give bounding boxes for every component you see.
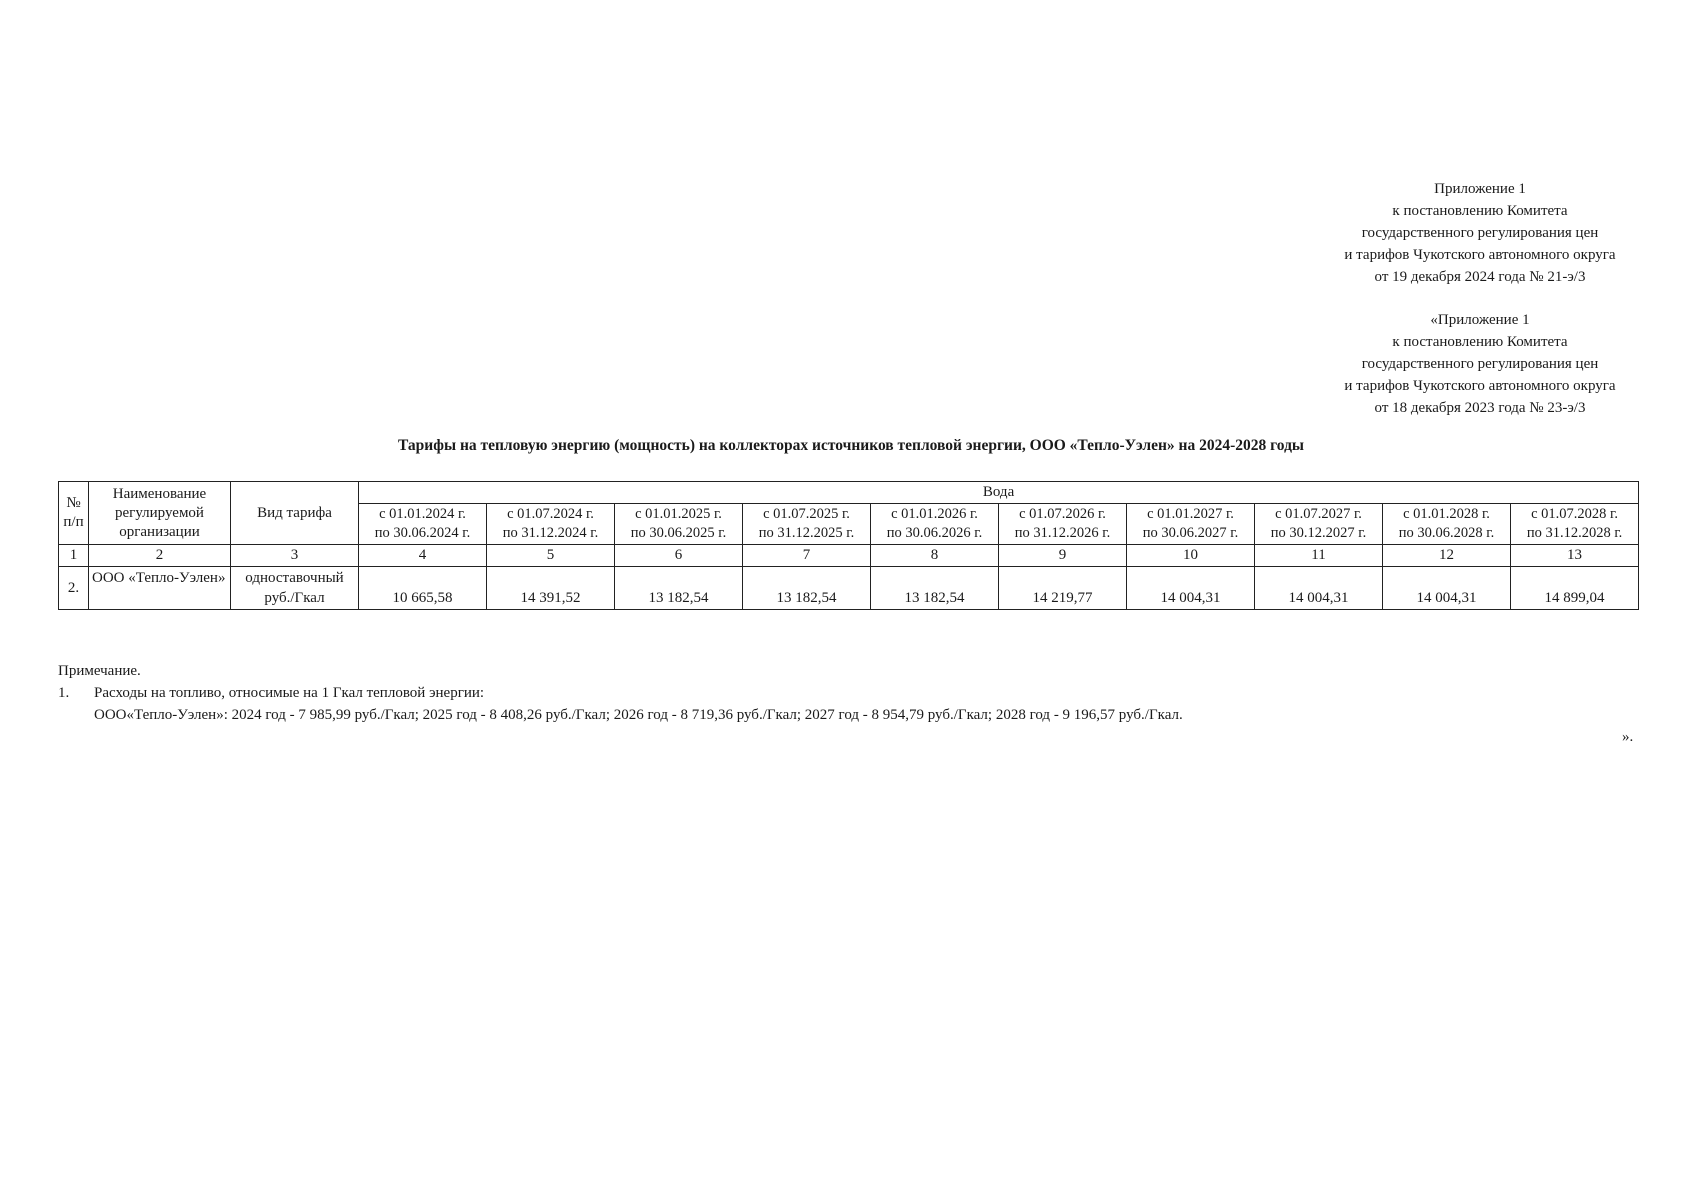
period-from: с 01.01.2027 г. [1147, 506, 1234, 522]
period-to: по 30.12.2027 г. [1270, 525, 1367, 541]
appendix-line: к постановлению Комитета [1392, 203, 1568, 219]
appendix-line: государственного регулирования цен [1361, 225, 1599, 241]
appendix-line: от 18 декабря 2023 года № 23-э/3 [1374, 400, 1586, 416]
table-row [59, 567, 1639, 610]
period-from: с 01.01.2028 г. [1403, 506, 1490, 522]
column-number: 6 [615, 545, 743, 567]
tariff-type: одноставочный руб./Гкал [231, 567, 359, 610]
period-from: с 01.01.2026 г. [891, 506, 978, 522]
appendix-line: Приложение 1 [1434, 181, 1526, 197]
column-number-row [59, 545, 1639, 567]
header-period [743, 504, 871, 545]
appendix-line: государственного регулирования цен [1361, 356, 1599, 372]
appendix-line: к постановлению Комитета [1392, 334, 1568, 350]
document-title: Тарифы на тепловую энергию (мощность) на коллекторах источников тепловой энергии, ООО «Тепло-Уэлен» на 2024-2028 годы [397, 437, 1305, 454]
header-period [1127, 504, 1255, 545]
appendix-header-current [1240, 178, 1698, 288]
table-header-row [59, 482, 1639, 504]
column-number: 3 [231, 545, 359, 567]
appendix-line: и тарифов Чукотского автономного округа [1344, 247, 1616, 263]
note-item [58, 682, 484, 704]
period-from: с 01.07.2027 г. [1275, 506, 1362, 522]
tariff-value: 13 182,54 [743, 567, 871, 610]
period-to: по 31.12.2028 г. [1526, 525, 1623, 541]
header-period [1255, 504, 1383, 545]
tariff-value: 10 665,58 [359, 567, 487, 610]
period-to: по 30.06.2028 г. [1398, 525, 1495, 541]
tariff-value: 14 899,04 [1511, 567, 1639, 610]
tariff-value: 14 391,52 [487, 567, 615, 610]
header-period [871, 504, 999, 545]
period-from: с 01.07.2028 г. [1531, 506, 1618, 522]
appendix-line: и тарифов Чукотского автономного округа [1344, 378, 1616, 394]
appendix-header-previous [1240, 309, 1698, 419]
period-to: по 30.06.2027 г. [1142, 525, 1239, 541]
appendix-line: от 19 декабря 2024 года № 21-э/3 [1374, 269, 1586, 285]
period-from: с 01.01.2025 г. [635, 506, 722, 522]
header-period [615, 504, 743, 545]
tariff-value: 14 004,31 [1127, 567, 1255, 610]
tariff-value: 13 182,54 [615, 567, 743, 610]
header-group-water: Вода [359, 482, 1639, 504]
period-from: с 01.07.2026 г. [1019, 506, 1106, 522]
period-to: по 31.12.2024 г. [502, 525, 599, 541]
column-number: 8 [871, 545, 999, 567]
header-num: № п/п [59, 482, 89, 545]
organization-name: ООО «Тепло-Уэлен» [89, 567, 231, 610]
period-to: по 31.12.2026 г. [1014, 525, 1111, 541]
row-number: 2. [59, 567, 89, 610]
note-heading: Примечание. [58, 663, 141, 679]
period-from: с 01.07.2025 г. [763, 506, 850, 522]
column-number: 2 [89, 545, 231, 567]
period-to: по 30.06.2024 г. [374, 525, 471, 541]
column-number: 13 [1511, 545, 1639, 567]
tariff-table [58, 481, 1639, 610]
tariff-value: 13 182,54 [871, 567, 999, 610]
header-period [487, 504, 615, 545]
note-item-text: Расходы на топливо, относимые на 1 Гкал тепловой энергии: [94, 685, 485, 701]
header-period [359, 504, 487, 545]
header-period [999, 504, 1127, 545]
column-number: 7 [743, 545, 871, 567]
appendix-line: «Приложение 1 [1430, 312, 1530, 328]
period-to: по 30.06.2025 г. [630, 525, 727, 541]
column-number: 10 [1127, 545, 1255, 567]
column-number: 9 [999, 545, 1127, 567]
column-number: 11 [1255, 545, 1383, 567]
header-period [1511, 504, 1639, 545]
period-from: с 01.01.2024 г. [379, 506, 466, 522]
note-item-index: 1. [58, 685, 70, 701]
period-from: с 01.07.2024 г. [507, 506, 594, 522]
header-org: Наименование регулируемой организации [89, 482, 231, 545]
tariff-value: 14 004,31 [1383, 567, 1511, 610]
note-fuel-costs: ООО«Тепло-Уэлен»: 2024 год - 7 985,99 руб./Гкал; 2025 год - 8 408,26 руб./Гкал; 2026 год - 8 719,36 руб./Гкал; 2027 год - 8 954,79 руб./Гкал; 2028 год - 9 196,57 руб./Гкал. [94, 707, 1183, 723]
period-to: по 31.12.2025 г. [758, 525, 855, 541]
column-number: 1 [59, 545, 89, 567]
tariff-value: 14 219,77 [999, 567, 1127, 610]
header-tariff-type: Вид тарифа [231, 482, 359, 545]
period-to: по 30.06.2026 г. [886, 525, 983, 541]
column-number: 5 [487, 545, 615, 567]
closing-quote: ». [1622, 729, 1634, 745]
column-number: 12 [1383, 545, 1511, 567]
column-number: 4 [359, 545, 487, 567]
tariff-value: 14 004,31 [1255, 567, 1383, 610]
header-period [1383, 504, 1511, 545]
